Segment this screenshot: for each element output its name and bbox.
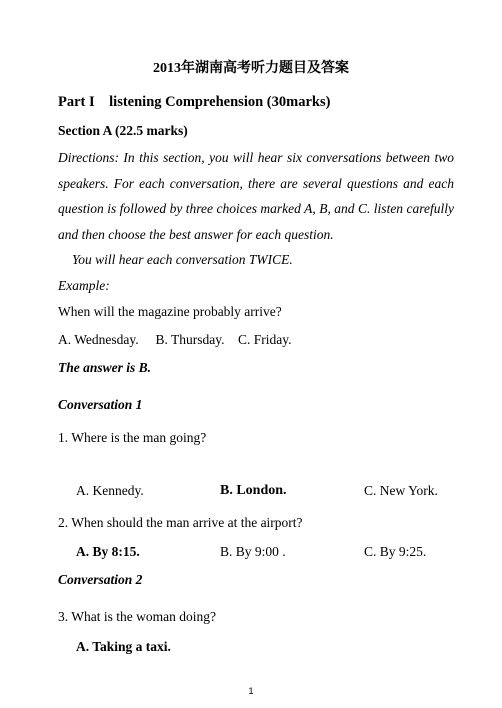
directions-paragraph: Directions: In this section, you will hear six conversations between two speakers. For each conversation, there are several questions and each question is followed by three choices marked A, B, and C. listen carefully and then choose the best answer for each question. <box>58 150 454 242</box>
twice-note: You will hear each conversation TWICE. <box>72 252 293 267</box>
example-question: When will the magazine probably arrive? <box>58 304 282 319</box>
conversation-2-heading: Conversation 2 <box>58 572 143 587</box>
q2-choice-c: C. By 9:25. <box>364 544 427 559</box>
section-heading: Section A (22.5 marks) <box>58 123 188 138</box>
question-3: 3. What is the woman doing? <box>58 609 216 624</box>
q1-choice-c: C. New York. <box>364 483 438 498</box>
page-number: 1 <box>248 686 254 696</box>
part-heading: Part I listening Comprehension (30marks) <box>58 94 331 110</box>
q2-choice-b: B. By 9:00 . <box>220 544 286 559</box>
q3-choice-a: A. Taking a taxi. <box>76 639 171 654</box>
question-2: 2. When should the man arrive at the airport? <box>58 515 303 530</box>
q2-choice-a: A. By 8:15. <box>76 544 140 559</box>
document-title: 2013年湖南高考听力题目及答案 <box>153 61 349 76</box>
example-label: Example: <box>58 278 110 293</box>
example-answer: The answer is B. <box>58 360 152 375</box>
conversation-1-heading: Conversation 1 <box>58 397 143 412</box>
q1-choice-b: B. London. <box>220 483 287 498</box>
question-1: 1. Where is the man going? <box>58 430 207 445</box>
q1-choice-a: A. Kennedy. <box>76 483 144 498</box>
example-choices: A. Wednesday. B. Thursday. C. Friday. <box>58 332 292 347</box>
